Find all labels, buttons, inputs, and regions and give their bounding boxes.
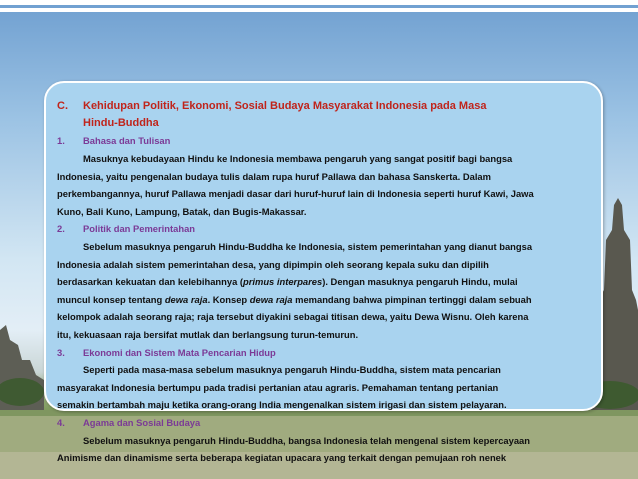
section-1-line: Kuno, Bali Kuno, Lampung, Batak, dan Bugis-Makassar.	[57, 205, 307, 217]
section-2-title: Politik dan Pemerintahan	[83, 223, 196, 235]
text-run: muncul konsep tentang	[57, 293, 165, 305]
emphasis-text: dewa raja	[164, 293, 208, 305]
section-3-line: Seperti pada masa-masa sebelum masuknya pengaruh Hindu-Buddha, sistem mata pencarian	[83, 364, 501, 376]
section-4-number: 4.	[57, 416, 65, 428]
section-2-line: Sebelum masuknya pengaruh Hindu-Buddha ke Indonesia, sistem pemerintahan yang dianut bangsa	[83, 240, 533, 252]
section-1-heading	[57, 132, 595, 150]
section-1-line: Masuknya kebudayaan Hindu ke Indonesia membawa pengaruh yang sangat positif bagi bangsa	[83, 153, 513, 164]
section-2-line: kelompok adalah seorang raja; raja tersebut diyakini sebagai titisan dewa, yaitu Dewa Wisnu. Oleh karena	[57, 311, 529, 323]
heading-number: C.	[57, 100, 68, 112]
section-3-line: semakin bertambah maju ketika orang-orang India mengenalkan sistem irigasi dan sistem pelayaran.	[57, 399, 507, 411]
section-2-line	[57, 273, 595, 291]
section-3-line: masyarakat Indonesia bertumpu pada tradisi pertanian atau agraris. Pemahaman tentang pertanian	[57, 381, 499, 393]
section-2-line: Indonesia adalah sistem pemerintahan desa, yang dipimpin oleh seorang kepala suku dan dipilih	[57, 258, 489, 270]
emphasis-text: primus interpares	[243, 276, 323, 288]
text-run: memandang bahwa pimpinan tertinggi dalam sebuah	[292, 293, 532, 305]
section-1-number: 1.	[57, 135, 65, 147]
section-4-line: Animisme dan dinamisme serta beberapa kegiatan upacara yang terkait dengan pemujaan roh nenek	[57, 452, 507, 464]
text-run: berdasarkan kekuatan dan kelebihannya (	[57, 276, 244, 288]
heading-title: Kehidupan Politik, Ekonomi, Sosial Budaya Masyarakat Indonesia pada Masa Hindu-Buddha	[83, 100, 487, 130]
section-3-number: 3.	[57, 346, 65, 358]
section-1-title: Bahasa dan Tulisan	[83, 135, 171, 147]
section-4-line: Sebelum masuknya pengaruh Hindu-Buddha, bangsa Indonesia telah mengenal sistem kepercayaan	[83, 434, 530, 446]
text-run: . Konsep	[207, 293, 250, 305]
section-2-line	[57, 291, 595, 309]
emphasis-text: dewa raja	[249, 293, 293, 305]
section-4-title: Agama dan Sosial Budaya	[83, 416, 201, 428]
main-heading	[57, 98, 595, 132]
section-4-heading	[57, 414, 595, 432]
text-run: ). Dengan masuknya pengaruh Hindu, mulai	[322, 276, 518, 288]
section-1-line: Indonesia, yaitu pengenalan budaya tulis dalam rupa huruf Pallawa dan bahasa Sanskerta. Dalam	[57, 170, 491, 182]
section-2-number: 2.	[57, 223, 65, 235]
section-3-title: Ekonomi dan Sistem Mata Pencarian Hidup	[83, 346, 276, 358]
section-1-line: perkembangannya, huruf Pallawa menjadi dasar dari huruf-huruf lain di Indonesia seperti huruf Kawi, Jawa	[57, 188, 534, 200]
content-text	[57, 98, 595, 467]
section-3-heading	[57, 344, 595, 362]
section-2-heading	[57, 220, 595, 238]
section-2-line: itu, kekuasaan raja bersifat mutlak dan berlangsung turun-temurun.	[57, 328, 359, 340]
